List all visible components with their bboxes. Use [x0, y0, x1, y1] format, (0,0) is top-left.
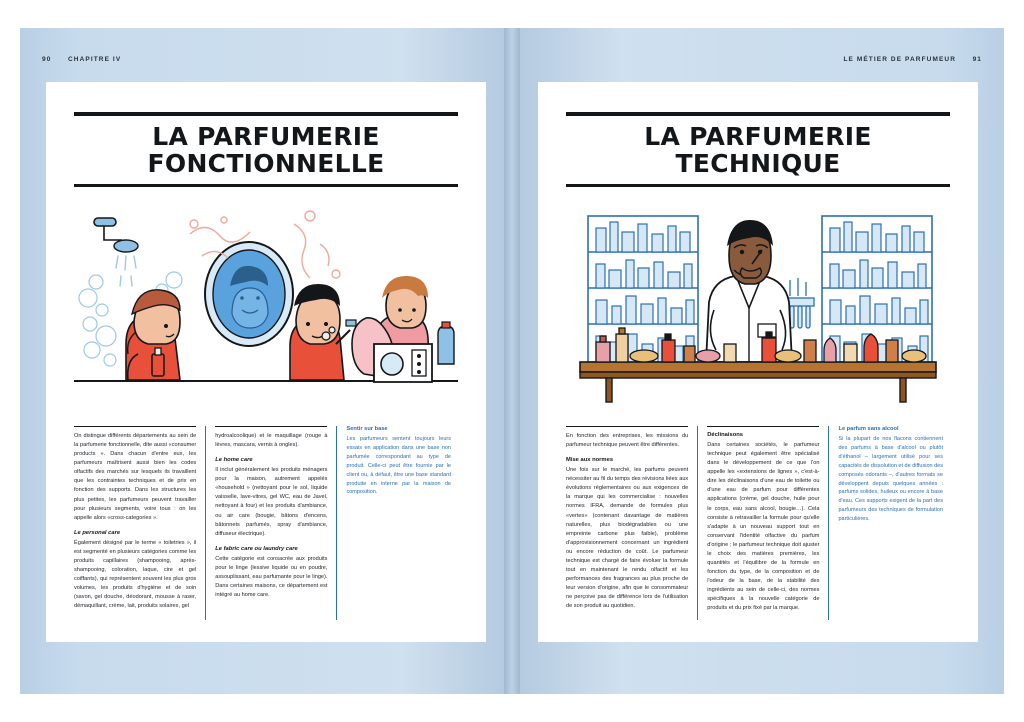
right-page-sheet	[538, 82, 978, 642]
left-page-title	[74, 116, 458, 184]
left-col-a-p1: On distingue différents départements au sein de la parfumerie fonctionnelle, dite aussi «consumer products ». Dans chacun d'entre eux, les parfumeurs maîtrisent aussi bien les codes olfactifs des marchés sur lesquels ils travaillent que les contraintes techniques et de prix en fonction des supports. Dans les structures les plus petites, les parfumeurs peuvent travailler pour plusieurs segments, voire tous : on les appelle alors «cross-categories ».	[74, 433, 197, 521]
right-title-line1: LA PARFUMERIE	[644, 121, 872, 151]
right-sidebar-title: Le parfum sans alcool	[838, 426, 899, 432]
right-col-b-p1: Dans certaines sociétés, le parfumeur technique peut également être spécialisé dans le développement de ce que l'on appelle les «extensions de lignes », c'est-à-dire les déclinaisons d'une eau de toilette ou d'une eau de parfum pour différentes applications (crème, gel douche, huile pour le corps, eau sans alcool, bougie…). Cela consiste à retravailler la formule pour qu'elle s'adapte à un nouveau support tout en conservant l'identité olfactive du parfum d'origine ; le parfumeur technique doit ajuster le choix des matières premières, les quantités et l'équilibre de la formule en fonction du type, de la composition et de l'odeur de la base, de la stabilité des ingrédients au sein de celle-ci, des normes spécifiques à la nouvelle catégorie de produits et du prix fixé par la marque.	[707, 442, 820, 612]
title-rule-bottom	[566, 184, 950, 188]
left-title-line2: FONCTIONNELLE	[147, 148, 385, 178]
left-col-b-p2: Il inclut généralement les produits ménagers pour la maison, autrement appelés «household » (nettoyant pour le sol, liquide vaisselle, lave-vitres, gel WC, eau de Javel, nettoyant à four) et les produits d'ambiance, ou air care (bougie, bâtons d'encens, bâtonnets parfumés, spray d'ambiance, diffuseur électrique).	[215, 467, 328, 537]
right-columns	[566, 426, 952, 620]
running-head-left: CHAPITRE IV	[68, 56, 122, 63]
column-rule	[566, 426, 688, 427]
left-col-b-subhead-2: Le fabric care ou laundry care	[215, 545, 298, 552]
right-col-a-p2: Une fois sur le marché, les parfums peuvent nécessiter au fil du temps des révisions liées aux évolutions réglementaires ou aux exigences de la marque qui les commercialise : nouvelles normes IFRA, demande de formules plus «vertes» (contenant davantage de matières naturelles, plus biodégradables ou une empreinte carbone plus faible), problème d'approvisionnement concernant un ingrédient ou encore réduction de coût. Le parfumeur technique est chargé de faire évoluer la formule tout en maintenant le rendu olfactif et les performances des fragrances au plus proche de leur version d'origine, afin que le consommateur ne perçoive pas de différence lors de l'utilisation de son produit au quotidien.	[566, 467, 689, 609]
right-sidebar-paragraph: Si la plupart de nos flacons contiennent des parfums à base d'alcool ou plutôt d'éthanol – largement utilisé pour ses capacités de dissolution et de diffusion des composés odorants –, d'autres formats se développent depuis quelques années : parfums solides, huileux ou encore à base d'eau. Ces supports exigent de la part des parfumeurs des techniques de formulation particulières.	[838, 436, 943, 523]
left-col-a-p2: Également désigné par le terme « toiletries », il est segmenté en plusieurs catégories comme les produits capillaires (shampooing, après-shampooing, coloration, laque, cire et gel coiffants), qui représentent souvent les plus gros volumes, les produits d'hygiène et de soin (savon, gel douche, déodorant, mousse à raser, démaquillant, crème, lait, produits solaires, gel	[74, 539, 197, 609]
left-col-b-subhead-1: Le home care	[215, 457, 253, 464]
right-column-b	[697, 426, 828, 620]
left-col-a-subhead: Le personal care	[74, 529, 121, 536]
right-page	[512, 28, 1004, 694]
right-col-a-p1: En fonction des entreprises, les missions du parfumeur technique peuvent être différentes.	[566, 433, 689, 449]
left-columns	[74, 426, 460, 620]
running-head-right: LE MÉTIER DE PARFUMEUR	[843, 56, 956, 63]
column-rule	[215, 426, 327, 427]
illustration-laboratoire-parfumeur-technique	[566, 194, 950, 412]
column-rule	[74, 426, 196, 427]
left-col-b-p1: hydroalcoolique) et le maquillage (rouge à lèvres, mascara, vernis à ongles).	[215, 433, 328, 449]
left-column-c-sidebar	[336, 426, 460, 620]
right-column-c-sidebar	[828, 426, 952, 620]
right-col-b-subhead: Déclinaisons	[707, 432, 743, 439]
left-title-line1: LA PARFUMERIE	[152, 121, 380, 151]
left-column-a	[74, 426, 205, 620]
right-column-a	[566, 426, 697, 620]
left-page	[20, 28, 512, 694]
right-title-line2: TECHNIQUE	[675, 148, 841, 178]
left-column-b	[205, 426, 336, 620]
left-col-b-p3: Cette catégorie est consacrée aux produits pour le linge (lessive liquide ou en poudre, assouplissant, eau parfumante pour le linge). Dans certaines maisons, ce département est intégré au home care.	[215, 555, 328, 598]
column-rule	[707, 426, 819, 427]
illustration-salle-de-bain-soins-personnels	[74, 194, 458, 412]
title-rule-bottom	[74, 184, 458, 188]
left-title-block	[74, 112, 458, 187]
folio-right-number: 91	[972, 56, 982, 63]
left-page-sheet	[46, 82, 486, 642]
right-page-title	[566, 116, 950, 184]
right-title-block	[566, 112, 950, 187]
folio-left-number: 90	[42, 56, 52, 63]
left-sidebar-title: Sentir sur base	[346, 426, 388, 432]
right-col-a-subhead: Mise aux normes	[566, 457, 614, 464]
book-gutter	[504, 28, 520, 694]
left-sidebar-paragraph: Les parfumeurs sentent toujours leurs essais en application dans une base non parfumée correspondant au type de produit. Celle-ci peut être fournie par le client ou, à défaut, être une base standard produite en interne par la maison de composition.	[346, 436, 451, 496]
